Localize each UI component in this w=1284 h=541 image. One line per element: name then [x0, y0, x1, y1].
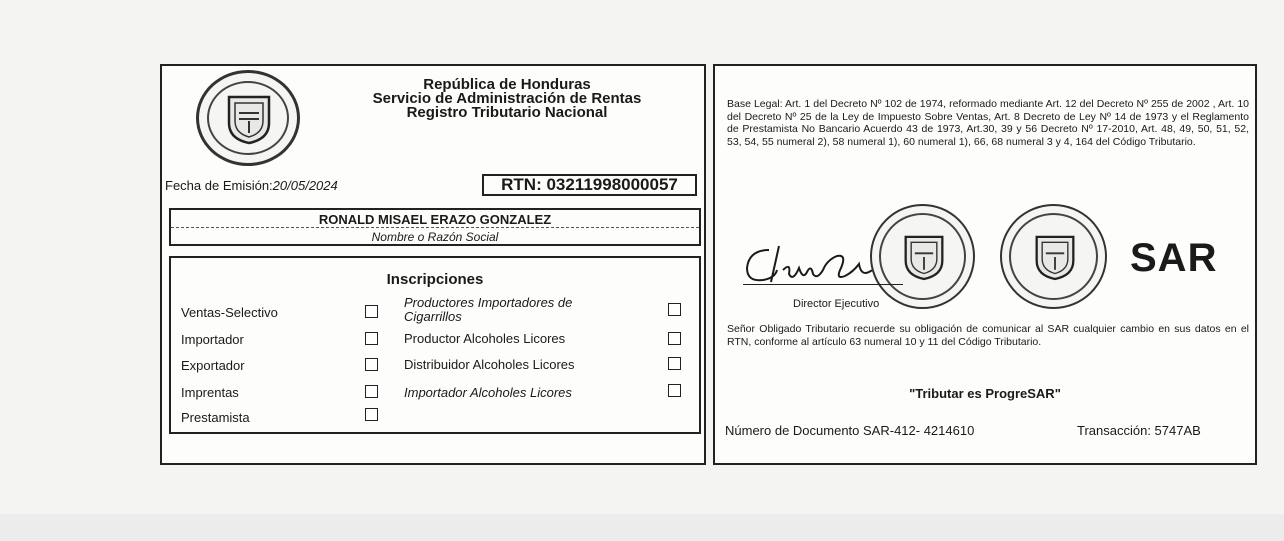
director-label: Director Ejecutivo — [793, 298, 880, 310]
issue-date-label: Fecha de Emisión: — [165, 178, 273, 193]
header-line-2: Servicio de Administración de Rentas — [372, 90, 642, 107]
registration-item: Productores Importadores de Cigarrillos — [404, 295, 573, 324]
registration-item: Importador — [181, 332, 244, 347]
taxpayer-name-label: Nombre o Razón Social — [371, 230, 499, 244]
registration-item: Productor Alcoholes Licores — [404, 331, 566, 346]
registration-item: Imprentas — [181, 385, 239, 400]
signature-line — [743, 284, 903, 285]
registration-checkbox — [365, 358, 378, 371]
background-band — [0, 514, 1284, 541]
rtn-card-front — [160, 64, 706, 465]
registration-checkbox — [365, 332, 378, 345]
taxpayer-name: RONALD MISAEL ERAZO GONZALEZ — [318, 212, 552, 227]
transaction-number: Transacción: 5747AB — [1077, 423, 1201, 438]
executive-director-seal-icon — [870, 204, 975, 309]
header-line-1: República de Honduras — [423, 76, 591, 93]
registration-checkbox — [365, 305, 378, 318]
header-line-3: Registro Tributario Nacional — [406, 104, 608, 121]
registration-checkbox — [365, 385, 378, 398]
registration-item: Importador Alcoholes Licores — [404, 385, 572, 400]
rtn-card-back — [713, 64, 1257, 465]
registration-checkbox — [668, 303, 681, 316]
registration-item: Distribuidor Alcoholes Licores — [404, 357, 575, 372]
document-header — [347, 78, 667, 120]
issue-date — [165, 178, 338, 193]
document-number: Número de Documento SAR-412- 4214610 — [725, 423, 975, 438]
registrations-box — [169, 256, 701, 434]
honduras-seal-icon — [196, 70, 300, 166]
registration-checkbox — [668, 357, 681, 370]
rtn-number: RTN: 03211998000057 — [482, 174, 697, 196]
issue-date-value: 20/05/2024 — [272, 178, 338, 193]
registrations-title: Inscripciones — [386, 271, 484, 288]
director-signature — [741, 242, 891, 290]
registration-item: Ventas-Selectivo — [181, 305, 278, 320]
registration-checkbox — [668, 332, 681, 345]
sar-logo: SAR — [1130, 236, 1218, 280]
registration-checkbox — [668, 384, 681, 397]
registration-checkbox — [365, 408, 378, 421]
registration-item: Prestamista — [181, 410, 250, 425]
update-notice-text: Señor Obligado Tributario recuerde su obligación de comunicar al SAR cualquier cambio en sus datos en el RTN, conforme al artículo 63 numeral 10 y 11 del Código Tributario. — [727, 323, 1249, 348]
motto: "Tributar es ProgreSAR" — [909, 386, 1061, 401]
legal-basis-text: Base Legal: Art. 1 del Decreto Nº 102 de 1974, reformado mediante Art. 12 del Decreto Nº 255 de 2002 , Art. 10 del Decreto Nº 25 de la Ley de Impuesto Sobre Ventas, Art. 8 Decreto de Ley Nº 14 de 1973 y el Reglamento de Prestamista No Bancario Acuerdo 43 de 1973, Art.30, 39 y 56 Decreto Nº 17-2010, Art. 48, 49, 50, 51, 52, 53, 54, 55 numeral 2), 58 numeral 1), 60 numeral 1), 66, 68 numeral 3 y 4, 164 del Código Tributario. — [727, 98, 1249, 148]
compliance-seal-icon — [1000, 204, 1107, 309]
registration-item: Exportador — [181, 358, 245, 373]
name-divider — [171, 227, 699, 228]
taxpayer-name-box — [169, 208, 701, 246]
